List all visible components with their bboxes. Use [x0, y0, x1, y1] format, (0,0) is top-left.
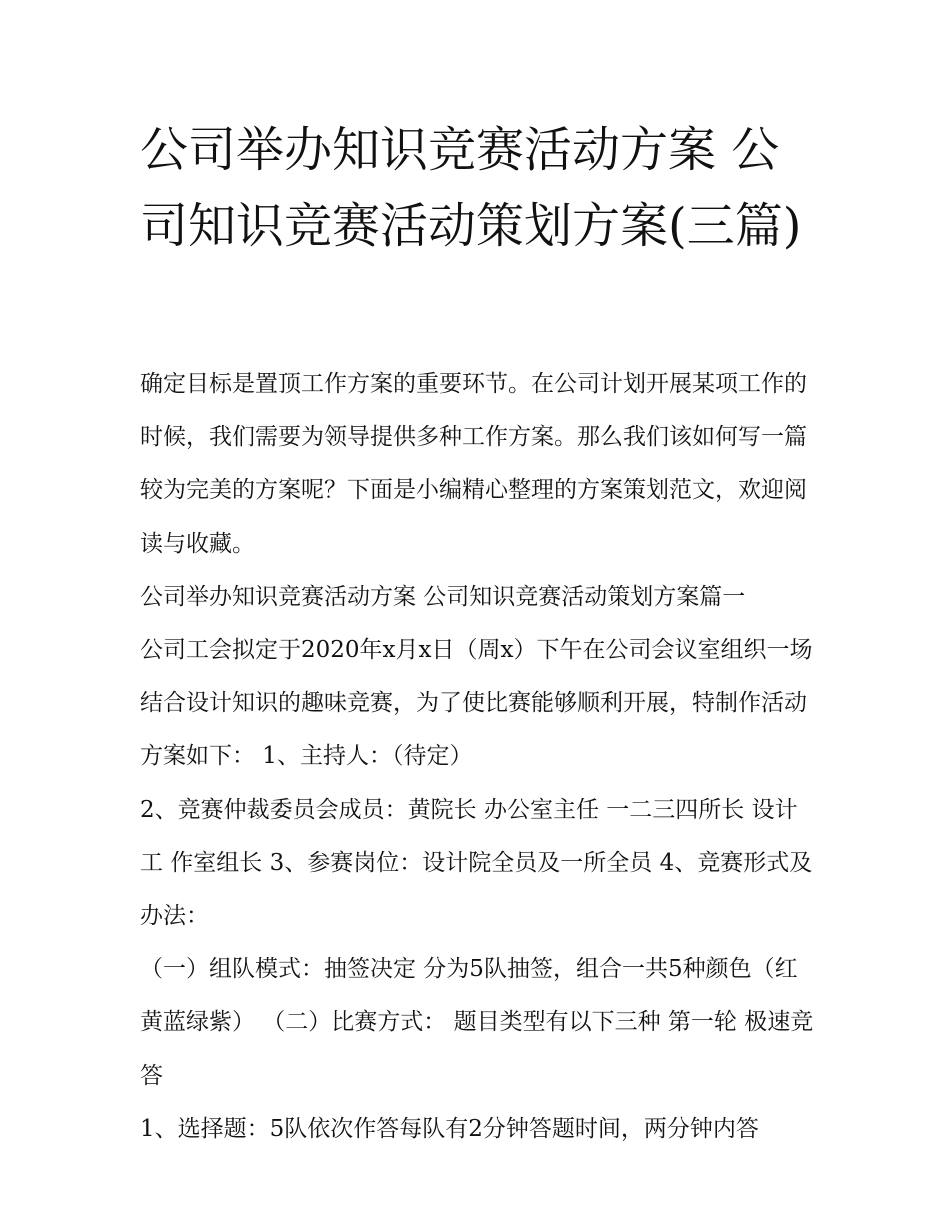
document-body — [140, 358, 820, 1156]
body-paragraph: 1、选择题：5队依次作答每队有2分钟答题时间，两分钟内答 — [140, 1115, 759, 1142]
body-paragraph: 公司工会拟定于2020年x月x日（周x）下午在公司会议室组织一场结合设计知识的趣味竞赛，为了使比赛能够顺利开展，特制作活动方案如下： 1、主持人：（待定） — [140, 637, 813, 770]
body-paragraph: 2、竞赛仲裁委员会成员：黄院长 办公室主任 一二三四所长 设计工 作室组长 3、参赛岗位：设计院全员及一所全员 4、竞赛形式及办法： — [140, 796, 813, 930]
intro-paragraph: 确定目标是置顶工作方案的重要环节。在公司计划开展某项工作的时候，我们需要为领导提供多种工作方案。那么我们该如何写一篇较为完美的方案呢？下面是小编精心整理的方案策划范文，欢迎阅读与收藏。 — [140, 371, 807, 557]
document-title: 公司举办知识竞赛活动方案 公司知识竞赛活动策划方案(三篇) — [140, 122, 802, 254]
section-heading: 公司举办知识竞赛活动方案 公司知识竞赛活动策划方案篇一 — [140, 583, 746, 610]
body-paragraph: （一）组队模式：抽签决定 分为5队抽签，组合一共5种颜色（红黄蓝绿紫） （二）比赛方式： 题目类型有以下三种 第一轮 极速竞答 — [140, 956, 814, 1089]
